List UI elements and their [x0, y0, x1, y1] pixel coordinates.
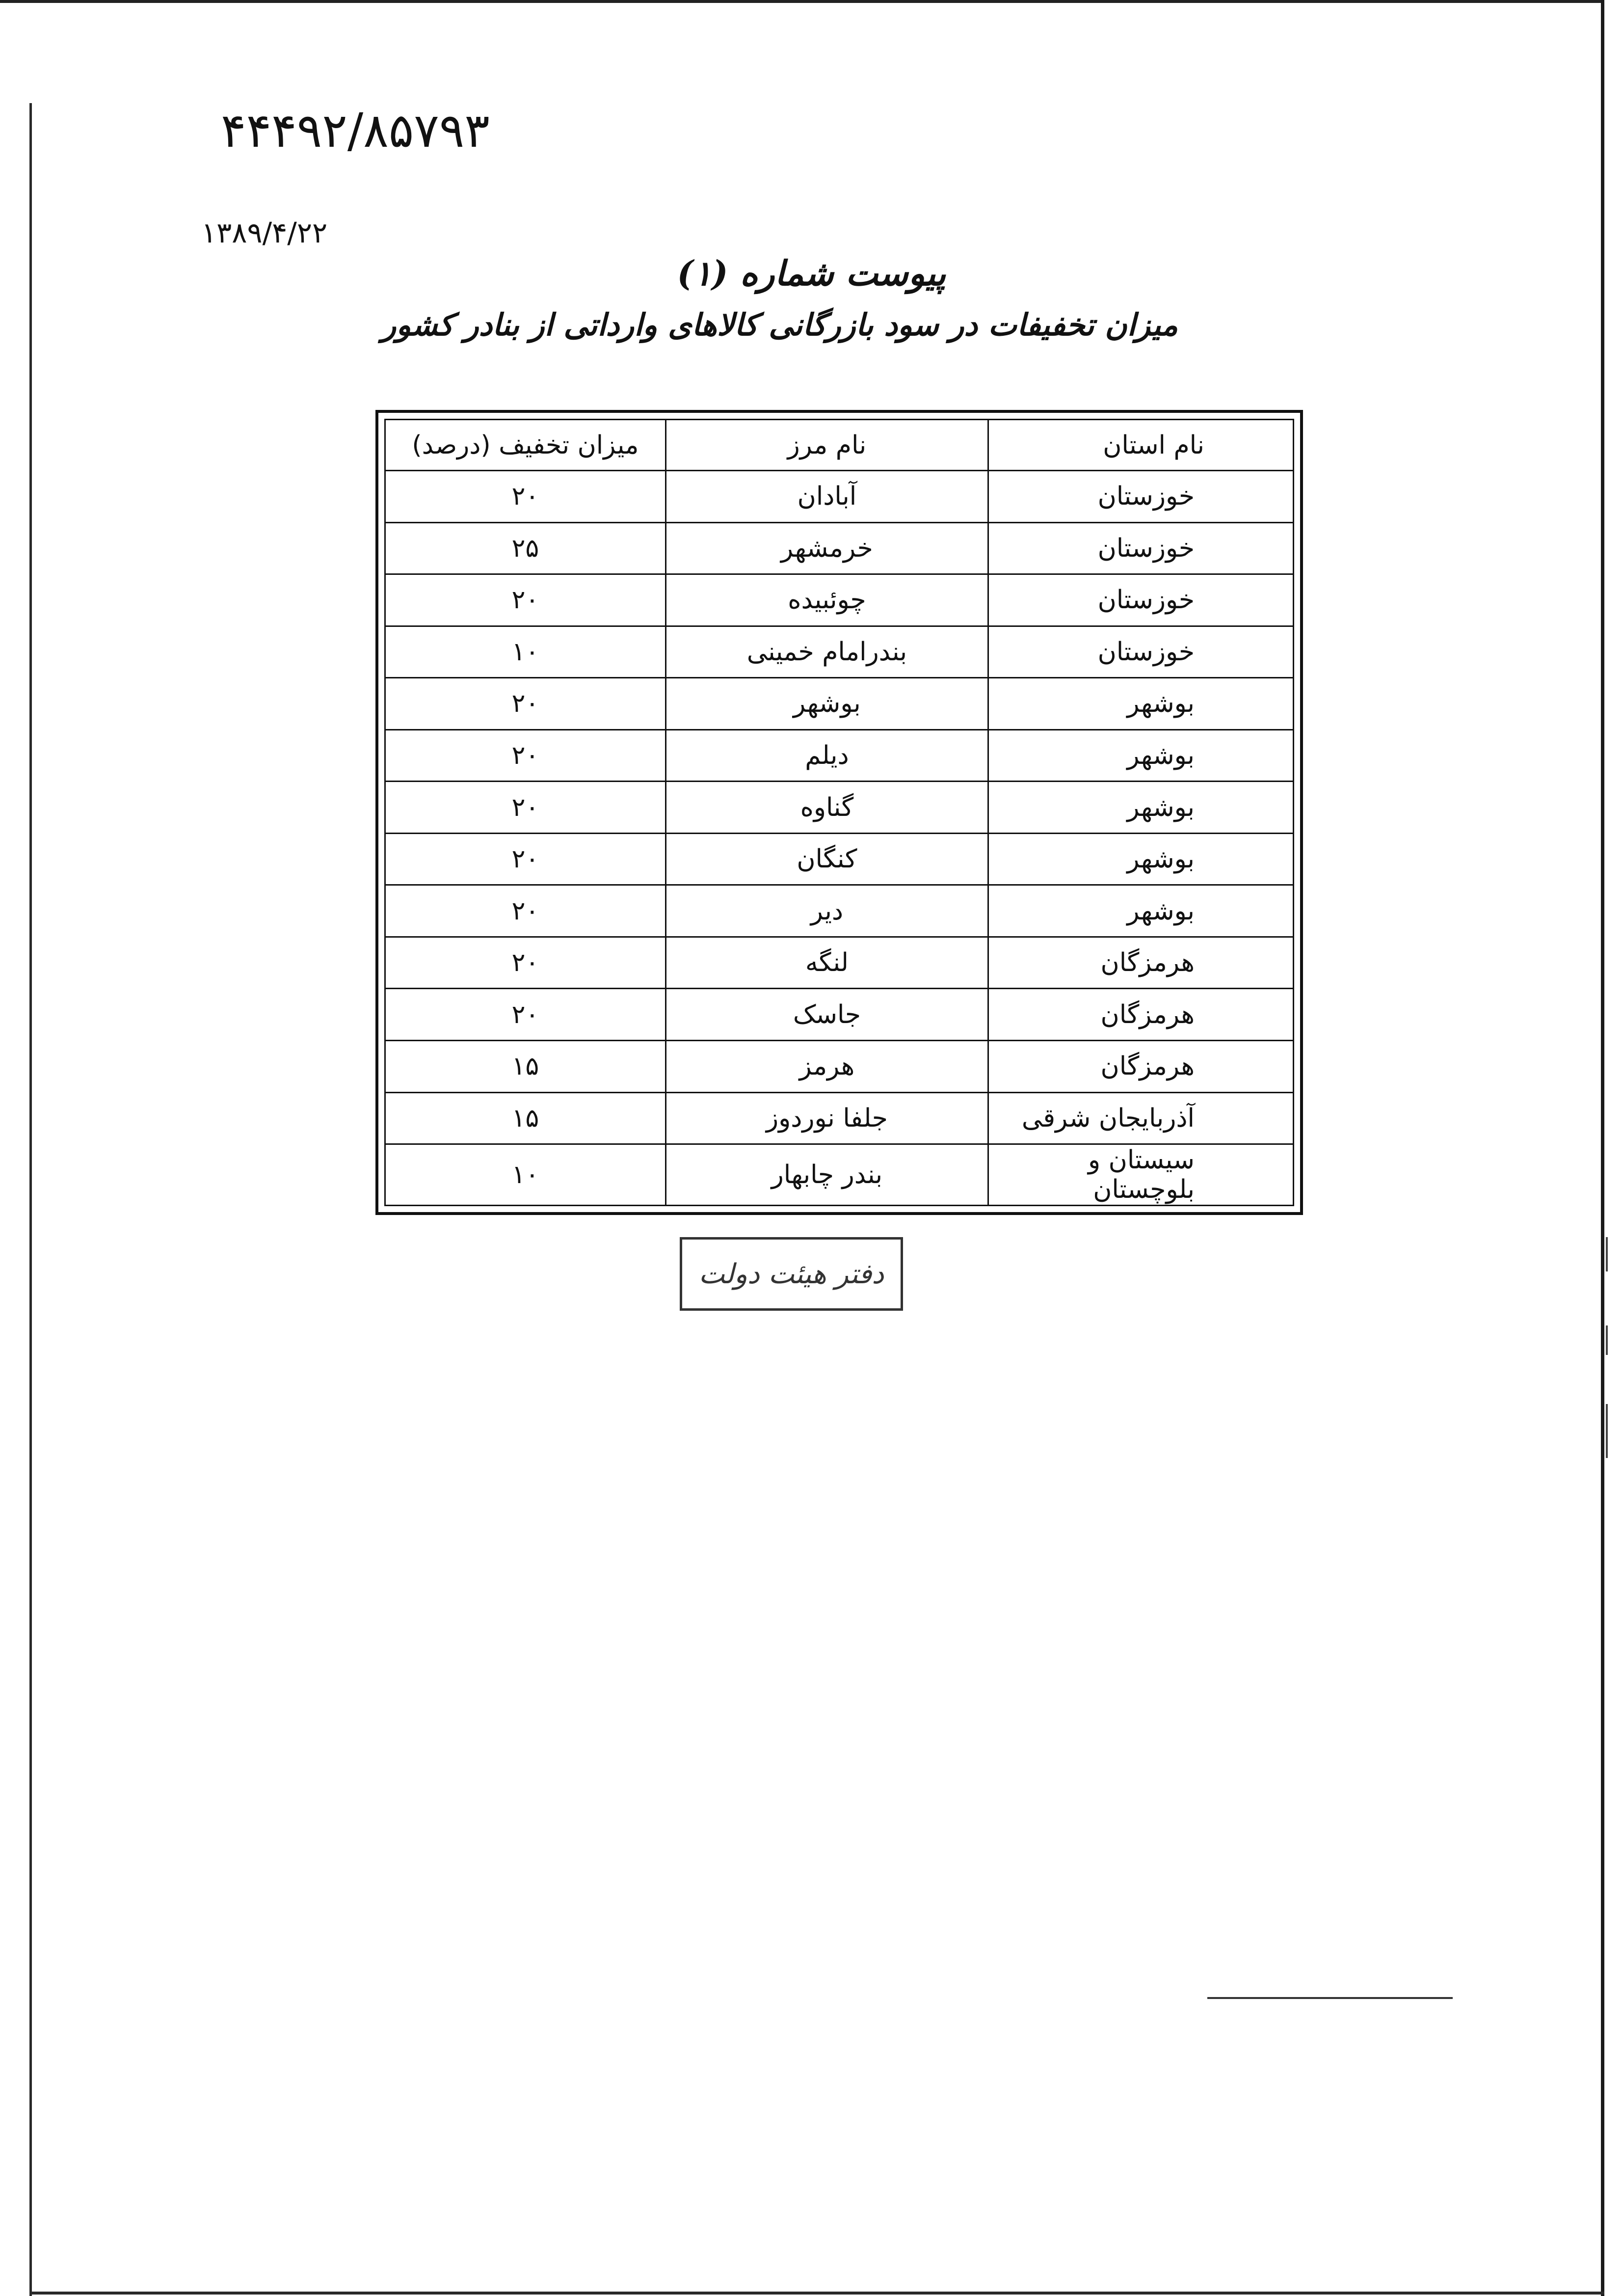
cell-discount: ۲۵: [385, 522, 666, 574]
table-body: [385, 471, 1294, 1206]
cell-province: خوزستان: [988, 471, 1293, 523]
table-row: [385, 626, 1294, 678]
table-header-row: [385, 420, 1294, 471]
cell-province: بوشهر: [988, 729, 1293, 782]
cell-border: بندر چابهار: [665, 1144, 988, 1206]
scan-edge-bottom: [29, 2292, 1604, 2295]
scan-edge-top: [0, 0, 1604, 3]
scan-mark: [1606, 1237, 1608, 1271]
cell-province: خوزستان: [988, 574, 1293, 626]
page-title: پیوست شماره (۱): [677, 253, 946, 294]
cell-border: دیر: [665, 885, 988, 937]
table-row: [385, 574, 1294, 626]
cell-discount: ۱۰: [385, 626, 666, 678]
discount-table-frame: [375, 410, 1303, 1215]
header-border: نام مرز: [665, 420, 988, 471]
cell-discount: ۲۰: [385, 782, 666, 834]
table-row: [385, 678, 1294, 730]
cell-discount: ۲۰: [385, 937, 666, 989]
reference-number: ۴۴۴۹۲/۸۵۷۹۳: [221, 103, 490, 158]
cell-discount: ۲۰: [385, 729, 666, 782]
cell-province: هرمزگان: [988, 937, 1293, 989]
table-row: [385, 1041, 1294, 1093]
table-row: [385, 937, 1294, 989]
cell-border: دیلم: [665, 729, 988, 782]
table-row: [385, 833, 1294, 885]
scan-edge-right: [1601, 0, 1604, 2296]
cell-province: بوشهر: [988, 833, 1293, 885]
cell-border: بندرامام خمینی: [665, 626, 988, 678]
discount-table: [384, 419, 1294, 1206]
cell-province: بوشهر: [988, 678, 1293, 730]
divider-line: [1207, 1997, 1453, 1999]
cell-discount: ۲۰: [385, 678, 666, 730]
header-province: نام استان: [988, 420, 1293, 471]
scan-mark: [1606, 1325, 1608, 1355]
cell-discount: ۲۰: [385, 574, 666, 626]
cell-border: کنگان: [665, 833, 988, 885]
office-stamp: دفتر هیئت دولت: [680, 1237, 903, 1311]
cell-province: سیستان و بلوچستان: [988, 1144, 1293, 1206]
table-row: [385, 522, 1294, 574]
table-row: [385, 1092, 1294, 1144]
cell-discount: ۲۰: [385, 989, 666, 1041]
cell-border: خرمشهر: [665, 522, 988, 574]
cell-discount: ۲۰: [385, 885, 666, 937]
cell-border: آبادان: [665, 471, 988, 523]
cell-province: خوزستان: [988, 522, 1293, 574]
cell-province: آذربایجان شرقی: [988, 1092, 1293, 1144]
cell-province: بوشهر: [988, 782, 1293, 834]
cell-discount: ۱۵: [385, 1041, 666, 1093]
scan-mark: [1606, 1404, 1608, 1458]
cell-border: بوشهر: [665, 678, 988, 730]
cell-province: هرمزگان: [988, 1041, 1293, 1093]
table-row: [385, 989, 1294, 1041]
header-discount: میزان تخفیف (درصد): [385, 420, 666, 471]
cell-border: لنگه: [665, 937, 988, 989]
table-row: [385, 1144, 1294, 1206]
cell-province: خوزستان: [988, 626, 1293, 678]
cell-discount: ۲۰: [385, 833, 666, 885]
table-row: [385, 471, 1294, 523]
cell-border: هرمز: [665, 1041, 988, 1093]
table-row: [385, 729, 1294, 782]
letter-date: ۱۳۸۹/۴/۲۲: [201, 216, 328, 249]
cell-province: هرمزگان: [988, 989, 1293, 1041]
scan-edge-left: [29, 103, 32, 2296]
cell-discount: ۱۰: [385, 1144, 666, 1206]
cell-discount: ۲۰: [385, 471, 666, 523]
table-row: [385, 782, 1294, 834]
page-subtitle: میزان تخفیفات در سود بازرگانی کالاهای وارداتی از بنادر کشور: [381, 307, 1178, 343]
cell-province: بوشهر: [988, 885, 1293, 937]
cell-border: گناوه: [665, 782, 988, 834]
cell-border: جلفا نوردوز: [665, 1092, 988, 1144]
cell-border: جاسک: [665, 989, 988, 1041]
cell-discount: ۱۵: [385, 1092, 666, 1144]
cell-border: چوئبیده: [665, 574, 988, 626]
table-row: [385, 885, 1294, 937]
